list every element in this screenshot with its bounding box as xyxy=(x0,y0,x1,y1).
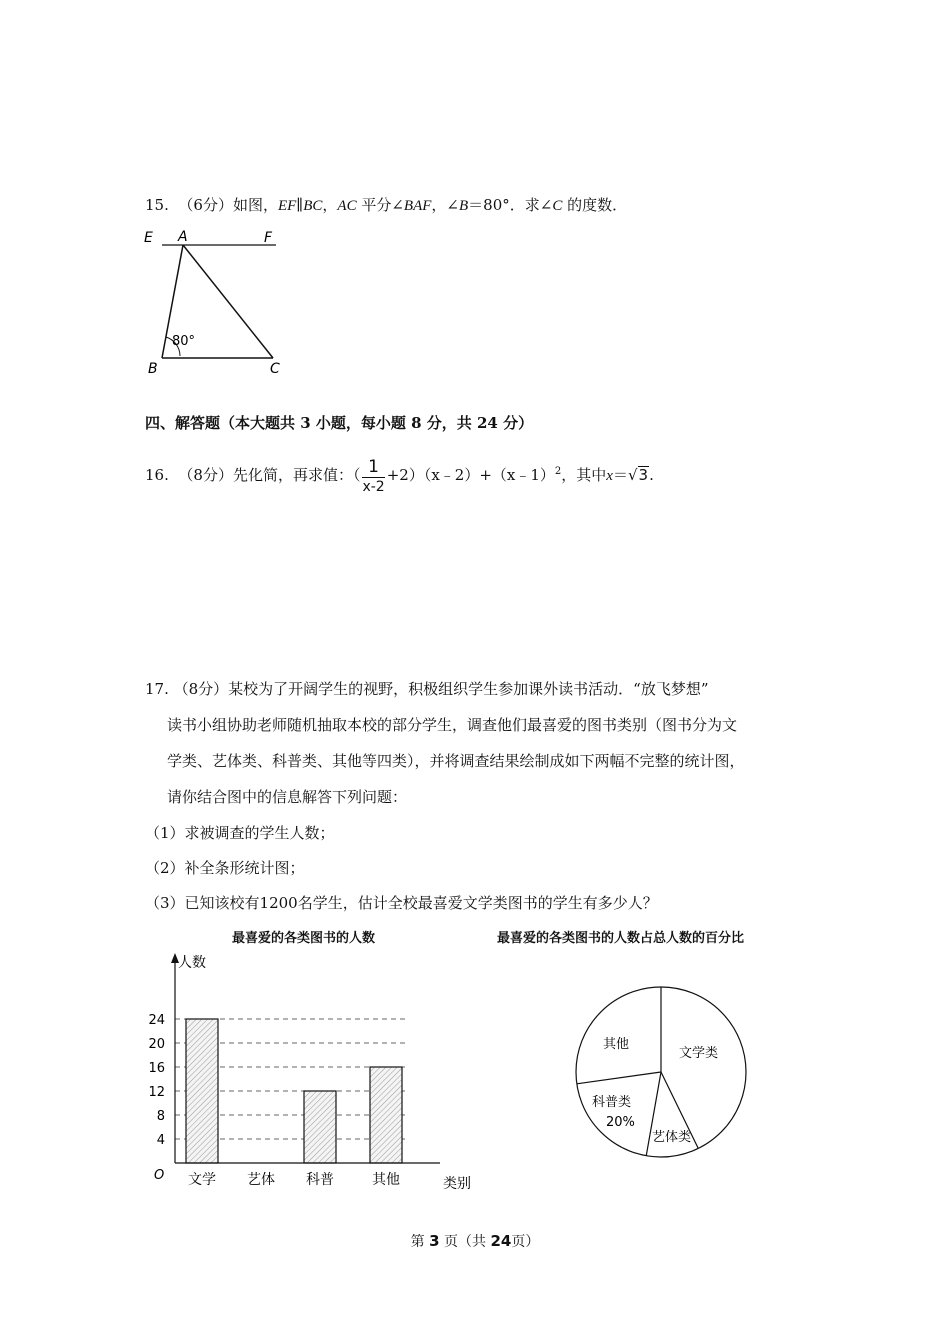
y-axis-label: 人数 xyxy=(178,955,206,971)
q17-number: 17. xyxy=(145,680,169,698)
q16-fraction xyxy=(362,457,384,496)
q15-number: 15. xyxy=(145,196,169,214)
section-title: 四、解答题（本大题共 3 小题，每小题 8 分，共 24 分） xyxy=(145,414,534,432)
q16-end: . xyxy=(649,466,654,484)
pie-percent-kepu: 20% xyxy=(606,1115,635,1130)
q17-sub1: （1）求被调查的学生人数； xyxy=(145,824,335,842)
q17-line2: 读书小组协助老师随机抽取本校的部分学生，调查他们最喜爱的图书类别（图书分为文 xyxy=(167,716,738,734)
q15-part: BAF xyxy=(403,198,432,214)
radicand: 3 xyxy=(638,466,649,484)
x-tick-label: 科普 xyxy=(306,1172,334,1188)
radical-sign: √ xyxy=(627,466,638,484)
angle-label: 80° xyxy=(172,334,196,349)
label-f: F xyxy=(264,230,273,246)
label-a: A xyxy=(178,229,188,245)
q16-eq: ＝ xyxy=(612,466,628,484)
pie-label-kepu: 科普类 xyxy=(592,1095,632,1110)
q16-tail: ，其中 xyxy=(561,466,607,484)
x-tick-label: 其他 xyxy=(372,1172,400,1188)
y-tick-label: 16 xyxy=(148,1061,165,1076)
q17-line1 xyxy=(145,679,709,699)
bar xyxy=(186,1019,218,1163)
q15-part: B xyxy=(459,198,469,214)
q15-score: （6分）如图， xyxy=(178,196,278,214)
pie-label-wenxue: 文学类 xyxy=(679,1046,719,1061)
bar-chart xyxy=(140,945,500,1195)
q15-part: 平分∠ xyxy=(356,196,404,214)
y-tick-label: 4 xyxy=(156,1133,165,1148)
y-tick-label: 20 xyxy=(148,1037,165,1052)
q16-power: 2 xyxy=(554,466,562,477)
q16-line xyxy=(145,452,654,496)
footer-mid: 页（共 xyxy=(444,1234,486,1250)
q17-sub3: （3）已知该校有1200名学生，估计全校最喜爱文学类图书的学生有多少人？ xyxy=(145,894,658,912)
q17-sub2: （2）补全条形统计图； xyxy=(145,859,305,877)
bar-chart-title: 最喜爱的各类图书的人数 xyxy=(232,931,376,946)
q16-var: x xyxy=(606,468,613,484)
pie-label-qita: 其他 xyxy=(603,1037,630,1052)
label-e: E xyxy=(144,230,153,246)
q17-line3: 学类、艺体类、科普类、其他等四类），并将调查结果绘制成如下两幅不完整的统计图， xyxy=(167,752,745,770)
q15-part: ∥ xyxy=(296,198,304,214)
triangle-figure xyxy=(140,225,290,380)
pie-label-yiti: 艺体类 xyxy=(652,1130,692,1145)
segment-ac xyxy=(183,245,273,358)
origin-label: O xyxy=(154,1168,165,1183)
bar xyxy=(370,1067,402,1163)
q17-line4: 请你结合图中的信息解答下列问题： xyxy=(167,788,408,806)
q17-text-1: （8分）某校为了开阔学生的视野，积极组织学生参加课外读书活动．“放飞梦想” xyxy=(173,680,709,698)
page-number: 3 xyxy=(429,1232,440,1250)
x-axis-label: 类别 xyxy=(443,1176,471,1192)
q15-part: BC xyxy=(303,198,323,214)
y-tick-label: 12 xyxy=(148,1085,165,1100)
q15-part: C xyxy=(552,198,563,214)
label-c: C xyxy=(270,361,280,377)
bar xyxy=(304,1091,336,1163)
y-tick-label: 8 xyxy=(156,1109,165,1124)
footer-pre: 第 xyxy=(410,1234,425,1250)
pie-chart-title: 最喜爱的各类图书的人数占总人数的百分比 xyxy=(497,931,745,946)
q15-part: ，∠ xyxy=(431,196,459,214)
q15-part: ＝80°．求∠ xyxy=(468,196,553,214)
footer-post: 页） xyxy=(511,1234,540,1250)
q15-part: AC xyxy=(337,198,357,214)
label-b: B xyxy=(148,361,158,377)
q15-part: 的度数． xyxy=(562,196,628,214)
q16-after-fraction: +2）（x﹣2）+（x﹣1） xyxy=(386,466,555,484)
fraction-denominator: x-2 xyxy=(362,478,385,495)
q16-lead: （8分）先化简，再求值：（ xyxy=(178,466,361,484)
pie-chart xyxy=(570,985,755,1165)
y-tick-label: 24 xyxy=(148,1013,165,1028)
fraction-numerator: 1 xyxy=(362,457,384,478)
q15-part: EF xyxy=(277,198,297,214)
page-footer xyxy=(0,1231,950,1251)
q15-line xyxy=(145,195,627,216)
page-total: 24 xyxy=(490,1232,512,1250)
q15-part: ， xyxy=(322,196,338,214)
q16-number: 16. xyxy=(145,466,169,484)
x-tick-label: 艺体 xyxy=(247,1172,275,1188)
x-tick-label: 文学 xyxy=(188,1172,216,1188)
